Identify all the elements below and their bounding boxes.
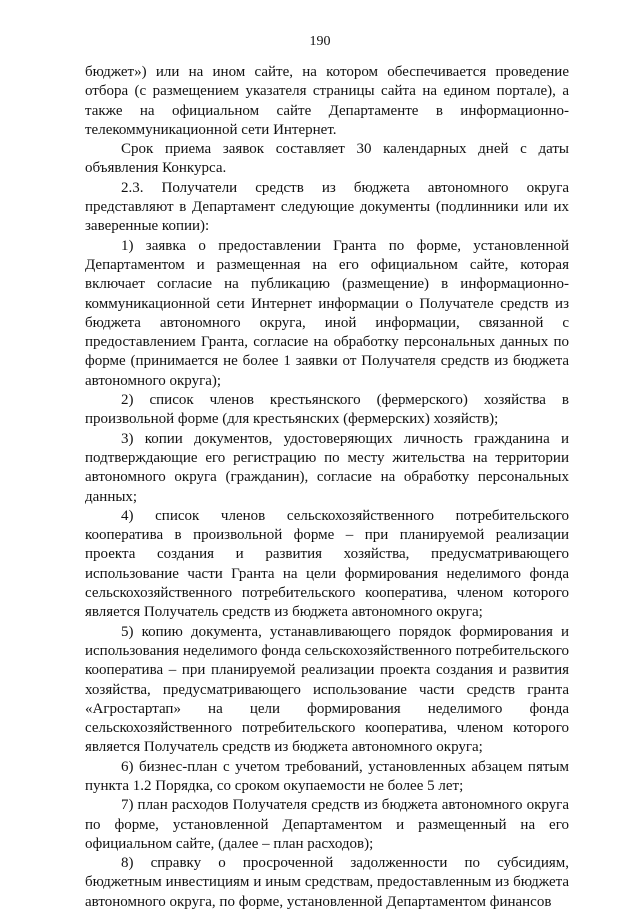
list-item-8: 8) справку о просроченной задолженности по субсидиям, бюджетным инвестициям и иным средствам, предоставленным из бюджета автономного округа, по форме, установленной Департаментом финансов bbox=[85, 855, 569, 910]
list-item-6: 6) бизнес-план с учетом требований, установленных абзацем пятым пункта 1.2 Порядка, со сроком окупаемости не более 5 лет; bbox=[85, 758, 569, 794]
document-body bbox=[85, 63, 569, 912]
page-number: 190 bbox=[309, 34, 331, 49]
list-item-5: 5) копию документа, устанавливающего порядок формирования и использования неделимого фонда сельскохозяйственного потребительского кооператива – при планируемой реализации проекта создания и развития хозяйства, предусматривающего использование части средств гранта «Агростартап» на цели формирования неделимого фонда сельскохозяйственного потребительского кооператива, членом которого является Получатель средств из бюджета автономного округа; bbox=[85, 623, 569, 756]
paragraph-section-2-3: 2.3. Получатели средств из бюджета автономного округа представляют в Департамент следующие документы (подлинники или их заверенные копии): bbox=[85, 179, 569, 235]
list-item-4: 4) список членов сельскохозяйственного потребительского кооператива в произвольной форме – при планируемой реализации проекта создания и развития хозяйства, предусматривающего использование части Гранта на цели формирования неделимого фонда сельскохозяйственного потребительского кооператива, членом которого является Получатель средств из бюджета автономного округа; bbox=[85, 507, 569, 621]
paragraph-continuation: бюджет») или на ином сайте, на котором обеспечивается проведение отбора (с размещением указателя страницы сайта на едином портале), а также на официальном сайте Департаменте в информационно-телекоммуникационной сети Интернет. bbox=[85, 64, 569, 138]
list-item-3: 3) копии документов, удостоверяющих личность гражданина и подтверждающие его регистрацию по месту жительства на территории автономного округа (гражданин), согласие на обработку персональных данных; bbox=[85, 430, 569, 505]
list-item-7: 7) план расходов Получателя средств из бюджета автономного округа по форме, установленной Департаментом и размещенный на его официальном сайте, (далее – план расходов); bbox=[85, 797, 569, 852]
list-item-2: 2) список членов крестьянского (фермерского) хозяйства в произвольной форме (для крестьянских (фермерских) хозяйств); bbox=[85, 392, 569, 428]
list-item-1: 1) заявка о предоставлении Гранта по форме, установленной Департаментом и размещенная на его официальном сайте, которая включает согласие на публикацию (размещение) в информационно-коммуникационной сети Интернет информации о Получателе средств из бюджета автономного округа, иной информации, связанной с предоставлением Гранта, согласие на обработку персональных данных по форме (принимается не более 1 заявки от Получателя средств из бюджета автономного округа); bbox=[85, 237, 569, 389]
paragraph-deadline: Срок приема заявок составляет 30 календарных дней с даты объявления Конкурса. bbox=[85, 141, 569, 177]
